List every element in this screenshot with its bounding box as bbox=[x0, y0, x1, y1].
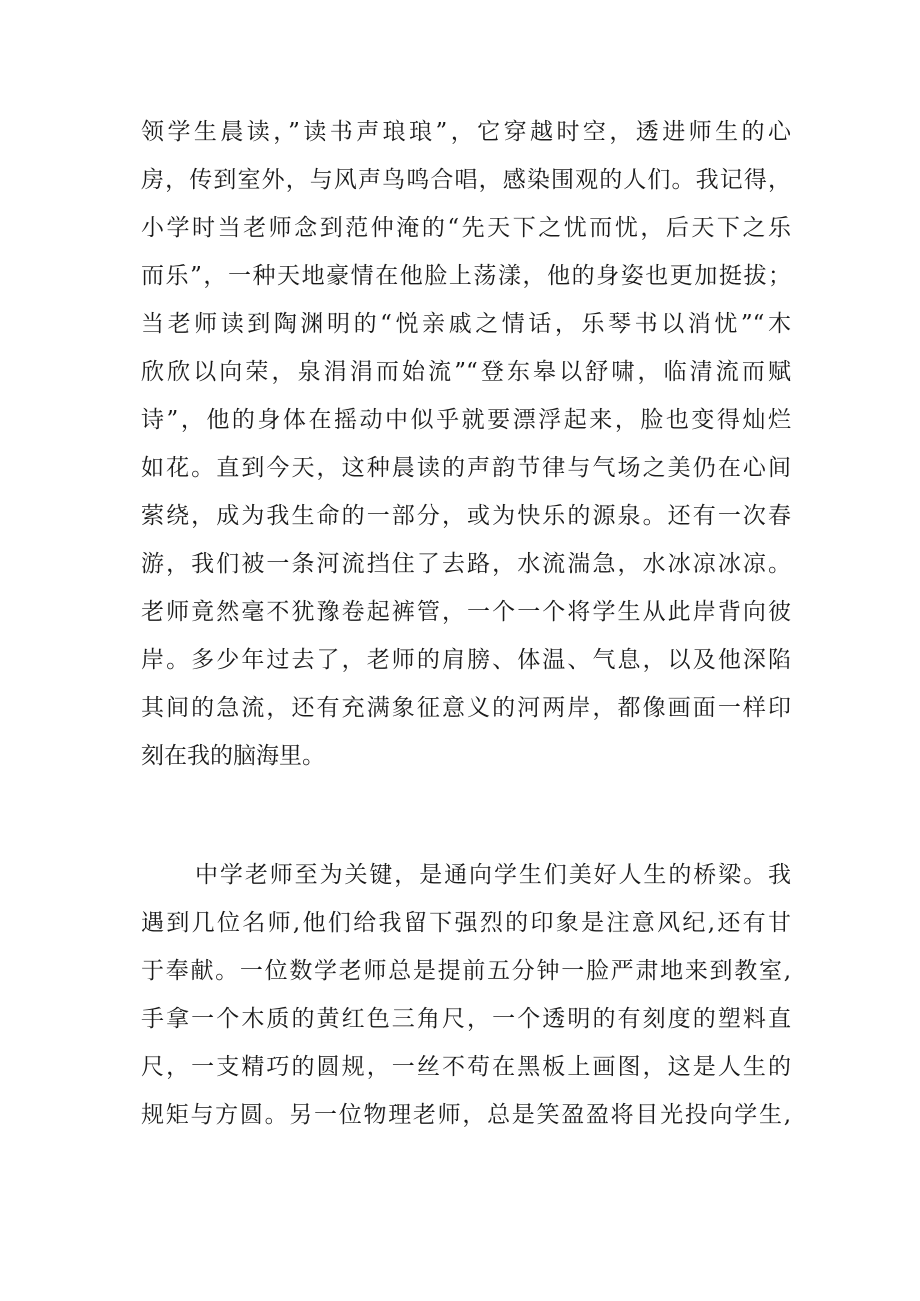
paragraph-line: 尺，一支精巧的圆规，一丝不苟在黑板上画图，这是人生的 bbox=[141, 1054, 791, 1080]
paragraph-line: 手拿一个木质的黄红色三角尺，一个透明的有刻度的塑料直 bbox=[141, 1006, 791, 1032]
paragraph-line: 规矩与方圆。另一位物理老师，总是笑盈盈将目光投向学生, bbox=[141, 1102, 791, 1128]
paragraph-line: 房，传到室外，与风声鸟鸣合唱，感染围观的人们。我记得， bbox=[141, 167, 791, 193]
paragraph-line: 领学生晨读，”读书声琅琅”，它穿越时空，透进师生的心 bbox=[141, 119, 791, 145]
paragraph-line: 于奉献。一位数学老师总是提前五分钟一脸严肃地来到教室, bbox=[141, 958, 791, 984]
paragraph-line: 刻在我的脑海里。 bbox=[141, 743, 325, 769]
paragraph-line: 岸。多少年过去了，老师的肩膀、体温、气息，以及他深陷 bbox=[141, 647, 791, 673]
paragraph-line: 中学老师至为关键，是通向学生们美好人生的桥梁。我 bbox=[195, 862, 791, 888]
paragraph-line: 如花。直到今天，这种晨读的声韵节律与气场之美仍在心间 bbox=[141, 455, 791, 481]
paragraph-line: 遇到几位名师,他们给我留下强烈的印象是注意风纪,还有甘 bbox=[141, 910, 791, 936]
paragraph-line: 其间的急流，还有充满象征意义的河两岸，都像画面一样印 bbox=[141, 695, 791, 721]
paragraph-1 bbox=[141, 108, 791, 780]
paragraph-line: 当老师读到陶渊明的“悦亲戚之情话，乐琴书以消忧”“木 bbox=[141, 311, 791, 337]
paragraph-line: 老师竟然毫不犹豫卷起裤管，一个一个将学生从此岸背向彼 bbox=[141, 599, 791, 625]
paragraph-line: 萦绕，成为我生命的一部分，或为快乐的源泉。还有一次春 bbox=[141, 503, 791, 529]
paragraph-line: 小学时当老师念到范仲淹的“先天下之忧而忧，后天下之乐 bbox=[141, 215, 791, 241]
paragraph-line: 而乐”，一种天地豪情在他脸上荡漾，他的身姿也更加挺拔； bbox=[141, 263, 791, 289]
paragraph-line: 欣欣以向荣，泉涓涓而始流”“登东皋以舒啸，临清流而赋 bbox=[141, 359, 791, 385]
paragraph-line: 游，我们被一条河流挡住了去路，水流湍急，水冰凉冰凉。 bbox=[141, 551, 791, 577]
paragraph-2 bbox=[141, 851, 791, 1139]
paragraph-line: 诗”，他的身体在摇动中似乎就要漂浮起来，脸也变得灿烂 bbox=[141, 407, 791, 433]
